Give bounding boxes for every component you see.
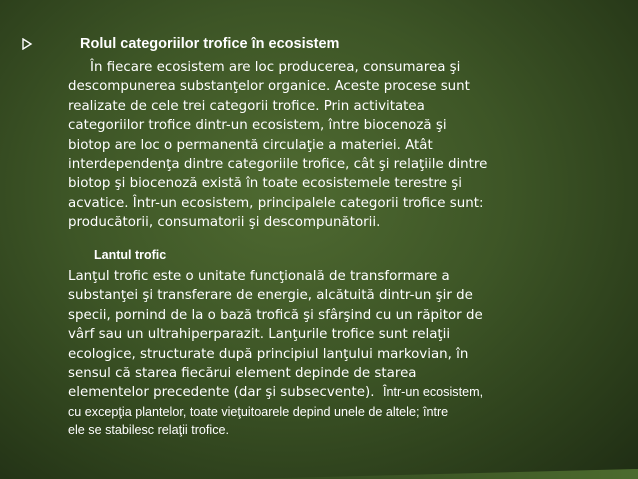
paragraph-line-small: ele se stabilesc relaţii trofice. [68, 422, 229, 437]
paragraph-line: ecologice, structurate după principiul lanţului markovian, în [68, 346, 469, 362]
arrow-right-icon-shape [22, 38, 33, 50]
arrow-right-icon [22, 38, 33, 50]
paragraph-line-text: În fiecare ecosistem are loc producerea, consumarea şi [90, 60, 461, 75]
paragraph-line: descompunerea substanţelor organice. Aceste procese sunt [68, 79, 470, 95]
paragraph-line: sensul că starea fiecărui element depinde de starea [68, 366, 417, 382]
slide-heading: Rolul categoriilor trofice în ecosistem [80, 36, 340, 52]
paragraph-ecosystem-roles [68, 58, 608, 233]
paragraph-line: vârf sau un ultrahiperparazit. Lanţurile trofice sunt relaţii [68, 327, 451, 343]
paragraph-food-chain [68, 267, 608, 439]
paragraph-line: biotop şi biocenoză există în toate ecosistemele terestre şi [68, 176, 462, 192]
decorative-bottom-bar [200, 469, 638, 479]
paragraph-line-small-text: Într-un ecosistem, [382, 385, 484, 400]
paragraph-line: acvatice. Într-un ecosistem, principalele categorii trofice sunt: [68, 195, 484, 211]
paragraph-line: categoriilor trofice dintr-un ecosistem, între biocenoză şi [68, 118, 447, 134]
paragraph-line-text: elementelor precedente (dar şi subsecvente). [68, 385, 375, 401]
paragraph-line: biotop are loc o permanentă circulaţie a materiei. Atât [68, 137, 433, 153]
paragraph-line: Lanţul trofic este o unitate funcţională de transformare a [68, 269, 450, 284]
paragraph-line: specii, pornind de la o bază trofică şi sfârşind cu un răpitor de [68, 307, 483, 323]
paragraph-line: realizate de cele trei categorii trofice. Prin activitatea [68, 98, 425, 114]
subheading-lant-trofic: Lantul trofic [94, 248, 167, 262]
paragraph-line: producătorii, consumatorii şi descompunătorii. [68, 215, 381, 231]
paragraph-line-small: cu excepţia plantelor, toate vieţuitoarele depind unele de altele; între [68, 404, 449, 419]
paragraph-line: substanţei şi transferare de energie, alcătuită dintr-un şir de [68, 288, 473, 304]
paragraph-line [68, 58, 608, 77]
paragraph-line: interdependenţa dintre categoriile trofice, cât şi relaţiile dintre [68, 157, 488, 173]
paragraph-line-mixed [68, 383, 608, 402]
